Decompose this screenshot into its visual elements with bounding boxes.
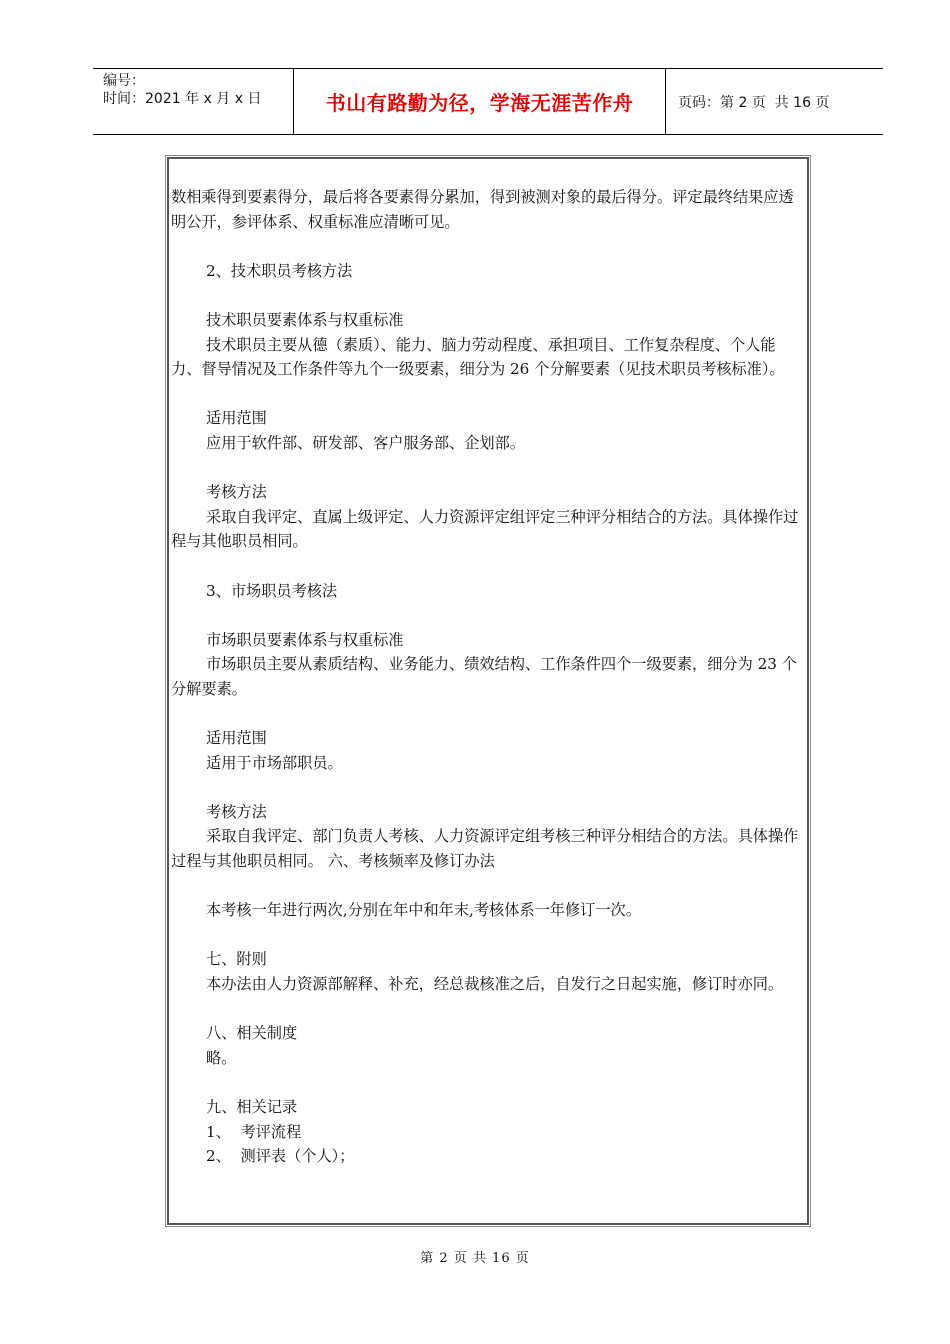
heading-market-staff-method: 3、市场职员考核法 — [206, 581, 338, 600]
spacer — [171, 603, 805, 628]
paragraph-tech-factors: 技术职员主要从德（素质）、能力、脑力劳动程度、承担项目、工作复杂程度、个人能力、督导情况及工作条件等九个一级要素，细分为 26 个分解要素（见技术职员考核标准）。 — [171, 335, 785, 379]
document-body — [171, 185, 805, 1169]
subheading-market-scope: 适用范围 — [206, 729, 267, 748]
paragraph-tech-assessment-method: 采取自我评定、直属上级评定、人力资源评定组评定三种评分相结合的方法。具体操作过程与其他职员相同。 — [171, 507, 799, 551]
list-item-evaluation-form: 2、 测评表（个人）； — [206, 1147, 355, 1166]
paragraph-appendix: 本办法由人力资源部解释、补充，经总裁核准之后，自发行之日起实施，修订时亦同。 — [206, 975, 784, 993]
paragraph-market-scope: 适用于市场部职员。 — [206, 753, 343, 772]
header-page-info-text: 页码：第 2 页 共 16 页 — [678, 94, 830, 111]
spacer — [171, 456, 805, 481]
header-page-info — [666, 69, 883, 134]
subheading-tech-assessment-method: 考核方法 — [206, 483, 267, 502]
page-header — [93, 68, 883, 135]
heading-appendix: 七、附则 — [206, 950, 267, 969]
paragraph-related-rules: 略。 — [206, 1048, 237, 1067]
content-frame — [167, 157, 809, 1225]
spacer — [171, 382, 805, 407]
spacer — [171, 1070, 805, 1095]
spacer — [171, 283, 805, 308]
spacer — [171, 997, 805, 1022]
spacer — [171, 775, 805, 800]
spacer — [171, 923, 805, 948]
paragraph-market-assessment-method: 采取自我评定、部门负责人考核、人力资源评定组考核三种评分相结合的方法。具体操作过程与其他职员相同。 六、考核频率及修订办法 — [171, 827, 799, 871]
subheading-tech-scope: 适用范围 — [206, 409, 267, 428]
subheading-market-factor-system: 市场职员要素体系与权重标准 — [206, 630, 404, 649]
spacer — [171, 234, 805, 259]
paragraph-assessment-frequency: 本考核一年进行两次,分别在年中和年末,考核体系一年修订一次。 — [206, 901, 641, 920]
page-footer — [0, 1247, 950, 1266]
heading-related-records: 九、相关记录 — [206, 1097, 298, 1116]
spacer — [171, 701, 805, 726]
paragraph-tech-scope: 应用于软件部、研发部、客户服务部、企划部。 — [206, 433, 525, 452]
spacer — [171, 874, 805, 899]
subheading-tech-factor-system: 技术职员要素体系与权重标准 — [206, 310, 404, 329]
header-meta — [93, 69, 294, 134]
heading-tech-staff-method: 2、技术职员考核方法 — [206, 261, 353, 280]
heading-related-rules: 八、相关制度 — [206, 1024, 298, 1043]
document-time-label: 时间：2021 年 x 月 x 日 — [103, 91, 262, 107]
paragraph-scoring-intro: 数相乘得到要素得分，最后将各要素得分累加，得到被测对象的最后得分。评定最终结果应透明公开，参评体系、权重标准应清晰可见。 — [171, 188, 794, 231]
document-number-label: 编号： — [103, 73, 145, 89]
list-item-review-process: 1、 考评流程 — [206, 1122, 302, 1141]
spacer — [171, 554, 805, 579]
paragraph-market-factors: 市场职员主要从素质结构、业务能力、绩效结构、工作条件四个一级要素，细分为 23 个分解要素。 — [171, 655, 797, 698]
subheading-market-assessment-method: 考核方法 — [206, 802, 267, 821]
footer-page-number: 第 2 页 共 16 页 — [420, 1251, 530, 1266]
header-motto: 书山有路勤为径，学海无涯苦作舟 — [294, 69, 666, 134]
